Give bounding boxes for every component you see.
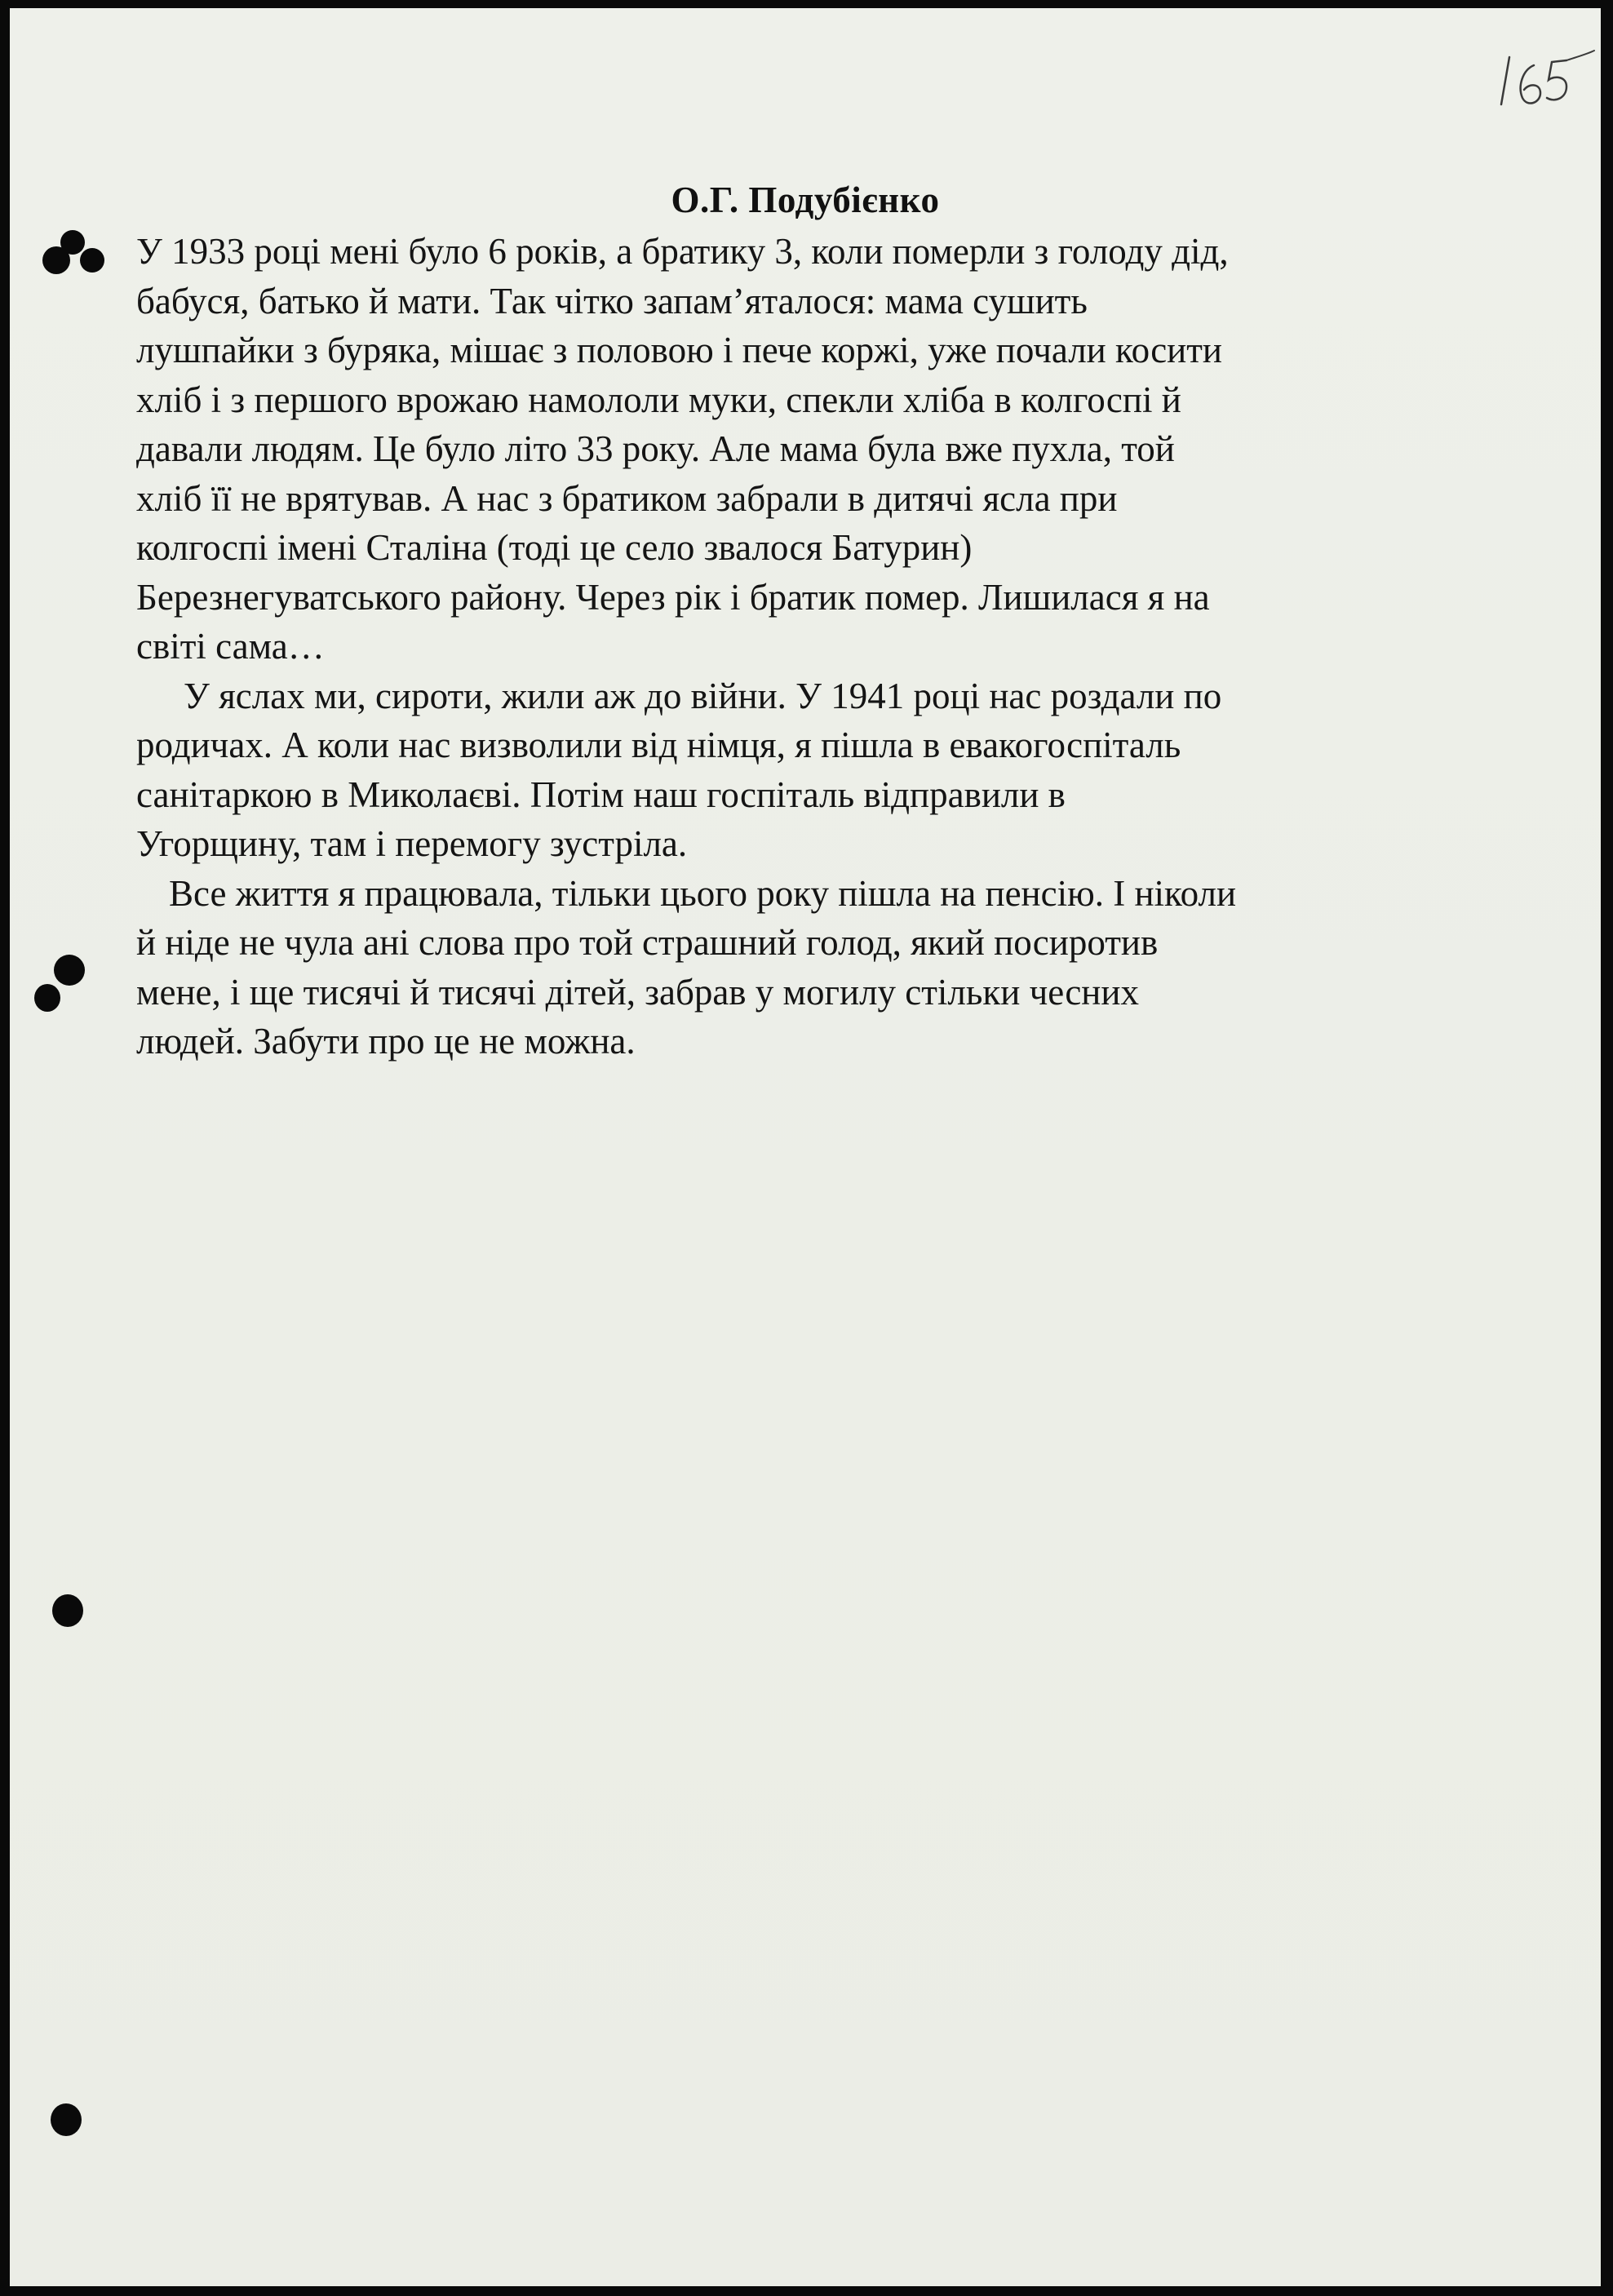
paragraph-2 [136,672,1450,869]
paragraph-1 [136,227,1450,672]
text-line: санітаркою в Миколаєві. Потім наш госпіталь відправили в [136,773,1066,815]
text-line: Все життя я працювала, тільки цього року пішла на пенсію. І ніколи [169,872,1237,914]
handwritten-page-number [1487,33,1601,122]
text-line: людей. Забути про це не можна. [136,1021,636,1062]
text-line: давали людям. Це було літо 33 року. Але мама була вже пухла, той [136,428,1175,469]
punch-hole [54,955,85,986]
text-line: хліб і з першого врожаю намололи муки, спекли хліба в колгоспі й [136,379,1181,420]
paragraph-3 [136,869,1450,1066]
text-line: й ніде не чула ані слова про той страшний голод, який посиротив [136,922,1159,963]
text-line: світі сама… [136,626,325,667]
text-line: хліб її не врятував. А нас з братиком забрали в дитячі ясла при [136,477,1118,519]
text-line: лушпайки з буряка, мішає з половою і пече коржі, уже почали косити [136,330,1222,370]
text-line: родичах. А коли нас визволили від німця, я пішла в евакогоспіталь [136,725,1181,765]
punch-hole [80,248,104,273]
text-line: Березнегуватського району. Через рік і братик помер. Лишилася я на [136,576,1210,618]
author-heading: О.Г. Подубієнко [671,180,940,220]
paper-sheet [10,8,1601,2286]
punch-hole [60,230,85,255]
document-body [136,227,1450,1066]
punch-hole [51,2103,82,2136]
punch-hole [52,1594,83,1627]
text-line: колгоспі імені Сталіна (тоді це село звалося Батурин) [136,527,973,568]
text-line: бабуся, батько й мати. Так чітко запам’яталося: мама сушить [136,280,1088,321]
text-line: У яслах ми, сироти, жили аж до війни. У 1941 році нас роздали по [184,675,1222,716]
text-line: У 1933 році мені було 6 років, а братику 3, коли померли з голоду дід, [136,231,1229,272]
text-line: Угорщину, там і перемогу зустріла. [136,823,688,864]
punch-hole [34,984,60,1012]
text-line: мене, і ще тисячі й тисячі дітей, забрав у могилу стільки чесних [136,971,1139,1013]
